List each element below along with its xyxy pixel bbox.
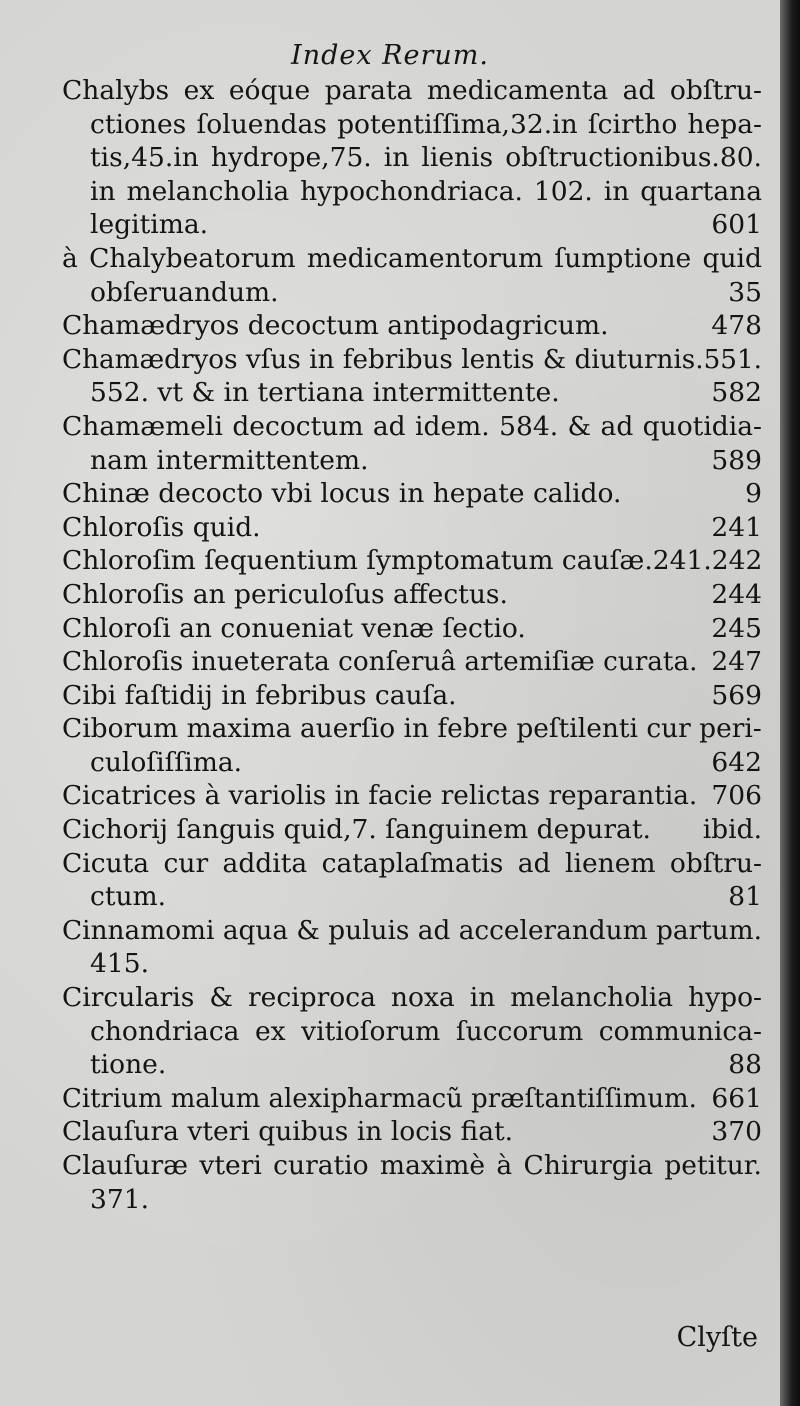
- entry-text: Chloroſi an conueniat venæ ſectio.: [62, 612, 526, 644]
- entry-line: [62, 1149, 762, 1183]
- entry-line: [62, 410, 762, 444]
- entry-continuation-line: [62, 444, 762, 478]
- index-entry: [62, 779, 762, 813]
- entry-continuation-line: [62, 175, 762, 209]
- entry-text: legitima.: [90, 209, 209, 241]
- running-head: Index Rerum.: [291, 40, 489, 71]
- index-entry: [62, 813, 762, 847]
- page-reference: 81: [728, 881, 762, 913]
- page-reference: ibid.: [702, 814, 762, 846]
- entry-text: Chinæ decocto vbi locus in hepate calido.: [62, 478, 622, 510]
- entry-text: Circularis & reciproca noxa in melancholia hypo-: [62, 982, 762, 1014]
- entry-continuation-line: [62, 1183, 762, 1217]
- entry-text: Cibi faſtidij in febribus cauſa.: [62, 679, 457, 711]
- entry-line: [62, 645, 762, 679]
- entry-line: [62, 343, 762, 377]
- entry-text: Cinnamomi aqua & puluis ad accelerandum partum.: [62, 914, 763, 946]
- entry-line: [62, 712, 762, 746]
- entry-text: 371.: [90, 1183, 150, 1215]
- entry-line: [62, 1115, 762, 1149]
- entry-continuation-line: [62, 276, 762, 310]
- page-reference: 370: [711, 1116, 762, 1148]
- entry-line: [62, 578, 762, 612]
- page-reference: 478: [711, 310, 762, 342]
- index-entry: [62, 544, 762, 578]
- index-entry: [62, 242, 762, 309]
- entry-text: obſeruandum.: [90, 276, 279, 308]
- page-reference: 9: [745, 478, 762, 510]
- page-reference: 247: [711, 646, 762, 678]
- entry-text: Chloroſis quid.: [62, 511, 261, 543]
- index-entry: [62, 578, 762, 612]
- catchword: Clyſte: [676, 1322, 758, 1353]
- index-entry: [62, 477, 762, 511]
- entry-text: Chloroſis inueterata conſeruâ artemiſiæ curata.: [62, 646, 698, 678]
- page-reference: 569: [711, 679, 762, 711]
- index-entries: [62, 74, 762, 1216]
- entry-line: [62, 511, 762, 545]
- entry-line: [62, 813, 762, 847]
- page-reference: 589: [711, 444, 762, 476]
- page-reference: 35: [728, 276, 762, 308]
- entry-text: tione.: [90, 1049, 167, 1081]
- index-entry: [62, 74, 762, 242]
- index-entry: [62, 612, 762, 646]
- index-entry: [62, 511, 762, 545]
- entry-text: Clauſura vteri quibus in locis fiat.: [62, 1116, 514, 1148]
- page-reference: 241: [711, 511, 762, 543]
- page-reference: 244: [711, 578, 762, 610]
- index-entry: [62, 1115, 762, 1149]
- entry-line: [62, 544, 762, 578]
- entry-text: à Chalybeatorum medicamentorum ſumptione quid: [62, 242, 762, 274]
- entry-continuation-line: [62, 880, 762, 914]
- index-entry: [62, 712, 762, 779]
- entry-line: [62, 242, 762, 276]
- entry-line: [62, 679, 762, 713]
- page-reference: 601: [711, 209, 762, 241]
- entry-text: 415.: [90, 948, 150, 980]
- entry-line: [62, 74, 762, 108]
- entry-text: ctum.: [90, 881, 167, 913]
- entry-text: nam intermittentem.: [90, 444, 369, 476]
- index-entry: [62, 981, 762, 1082]
- entry-text: Cicuta cur addita cataplaſmatis ad lienem obſtru-: [62, 847, 762, 879]
- page-reference: 706: [711, 780, 762, 812]
- entry-line: [62, 981, 762, 1015]
- entry-text: Chamæmeli decoctum ad idem. 584. & ad quotidia-: [62, 410, 762, 442]
- entry-text: Chloroſim ſequentium ſymptomatum cauſæ.241.242: [62, 545, 763, 577]
- entry-continuation-line: [62, 141, 762, 175]
- page-reference: 642: [711, 746, 762, 778]
- entry-text: Cichorij ſanguis quid,7. ſanguinem depurat.: [62, 814, 651, 846]
- page-reference: 661: [711, 1082, 762, 1114]
- entry-continuation-line: [62, 947, 762, 981]
- entry-text: Citrium malum alexipharmacũ præſtantiſſimum.: [62, 1082, 697, 1114]
- index-entry: [62, 1082, 762, 1116]
- entry-continuation-line: [62, 746, 762, 780]
- page-reference: 245: [711, 612, 762, 644]
- entry-line: [62, 1082, 762, 1116]
- entry-continuation-line: [62, 376, 762, 410]
- entry-line: [62, 779, 762, 813]
- entry-text: Ciborum maxima auerſio in febre peſtilenti cur peri-: [62, 713, 762, 745]
- entry-line: [62, 914, 762, 948]
- index-entry: [62, 1149, 762, 1216]
- entry-text: Chamædryos vſus in febribus lentis & diuturnis.551.: [62, 343, 763, 375]
- entry-text: ctiones ſoluendas potentiſſima,32.in ſcirtho hepa-: [90, 108, 762, 140]
- entry-line: [62, 847, 762, 881]
- entry-continuation-line: [62, 1015, 762, 1049]
- entry-text: in melancholia hypochondriaca. 102. in quartana: [90, 175, 762, 207]
- entry-text: 552. vt & in tertiana intermittente.: [90, 377, 560, 409]
- entry-text: Chalybs ex eóque parata medicamenta ad obſtru-: [62, 75, 762, 106]
- entry-continuation-line: [62, 1048, 762, 1082]
- entry-continuation-line: [62, 208, 762, 242]
- page-reference: 582: [711, 377, 762, 409]
- scan-edge: [780, 0, 800, 1406]
- page-reference: 88: [728, 1049, 762, 1081]
- entry-line: [62, 477, 762, 511]
- index-entry: [62, 679, 762, 713]
- entry-continuation-line: [62, 108, 762, 142]
- index-entry: [62, 343, 762, 410]
- entry-text: Chamædryos decoctum antipodagricum.: [62, 310, 609, 342]
- entry-text: Cicatrices à variolis in facie relictas reparantia.: [62, 780, 698, 812]
- index-entry: [62, 410, 762, 477]
- entry-line: [62, 309, 762, 343]
- index-entry: [62, 309, 762, 343]
- entry-text: culoſiſſima.: [90, 746, 243, 778]
- entry-text: chondriaca ex vitioſorum ſuccorum communica-: [90, 1015, 762, 1047]
- entry-text: Clauſuræ vteri curatio maximè à Chirurgia petitur.: [62, 1150, 762, 1181]
- index-entry: [62, 645, 762, 679]
- index-entry: [62, 847, 762, 914]
- entry-line: [62, 612, 762, 646]
- entry-text: tis,45.in hydrope,75. in lienis obſtructionibus.80.: [90, 142, 762, 174]
- index-entry: [62, 914, 762, 981]
- entry-text: Chloroſis an periculoſus affectus.: [62, 578, 508, 610]
